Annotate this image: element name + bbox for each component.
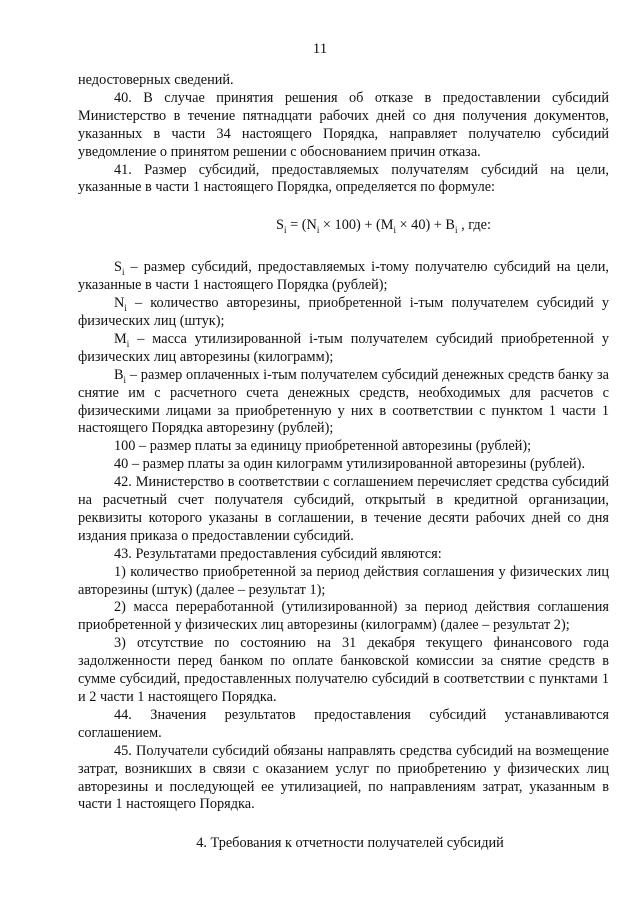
page-number: 11	[312, 41, 328, 57]
paragraph-43-item-3: 3) отсутствие по состоянию на 31 декабря текущего финансового года задолженности перед банком по оплате банковской комиссии за снятие средств в сумме субсидий, предоставленных получателю субсидий в соответствии с пунктами 1 и 2 части 1 настоящего Порядка.	[78, 635, 609, 705]
formula-part-2: × 100) + (M	[319, 217, 394, 234]
symbol-sub: i	[121, 267, 125, 278]
definition-m-text: – масса утилизированной i-тым получателем субсидий приобретенной у физических лиц авторезины (килограмм);	[78, 330, 609, 365]
definition-b	[78, 367, 609, 439]
definition-n	[78, 295, 609, 331]
symbol-sub: i	[126, 338, 130, 349]
definition-s-text: – размер субсидий, предоставляемых i-тому получателю субсидий на цели, указанные в части 1 настоящего Порядка (рублей);	[78, 259, 609, 294]
definition-b-text: – размер оплаченных i-тым получателем субсидий денежных средств банку за снятие им с расчетного счета денежных средств, необходимых для расчетов с физическими лицами за приобретенную у них в соответствии с пунктом 1 части 1 настоящего Порядка авторезину (рублей);	[78, 366, 609, 437]
definition-100: 100 – размер платы за единицу приобретенной авторезины (рублей);	[114, 438, 532, 455]
definition-40: 40 – размер платы за один килограмм утилизированной авторезины (рублей).	[114, 456, 586, 473]
paragraph-43: 43. Результатами предоставления субсидий являются:	[114, 545, 442, 562]
definition-m	[78, 331, 609, 367]
symbol-b: B	[114, 366, 124, 383]
document-body	[78, 72, 609, 814]
symbol-sub: i	[123, 374, 127, 385]
definition-n-text: – количество авторезины, приобретенной i-тым получателем субсидий у физических лиц (штук);	[78, 295, 609, 329]
symbol-m: M	[114, 330, 127, 347]
formula-sub: i	[393, 225, 396, 236]
paragraph-43-item-1: 1) количество приобретенной за период действия соглашения у физических лиц авторезины (штук) (далее – результат 1);	[78, 563, 609, 598]
symbol-sub: i	[124, 302, 127, 313]
formula-sub: i	[454, 225, 458, 236]
paragraph-continuation: недостоверных сведений.	[78, 72, 234, 88]
paragraph-44: 44. Значения результатов предоставления субсидий устанавливаются соглашением.	[78, 706, 609, 741]
formula-s: S	[276, 217, 284, 234]
section-heading: 4. Требования к отчетности получателей субсидий	[196, 835, 504, 851]
paragraph-40: 40. В случае принятия решения об отказе в предоставлении субсидий Министерство в течение пятнадцати рабочих дней со дня получения документов, указанных в части 34 настоящего Порядка, направляет получателю субсидий уведомление о принятом решении с обоснованием причин отказа.	[78, 89, 609, 160]
paragraph-42: 42. Министерство в соответствии с соглашением перечисляет средства субсидий на расчетный счет получателя субсидий, открытый в кредитной организации, реквизиты которого указаны в соглашении, в течение десяти рабочих дней со дня издания приказа о предоставлении субсидий.	[78, 474, 609, 544]
formula-sub: i	[316, 225, 320, 236]
definition-s	[78, 259, 609, 295]
subsidy-formula	[78, 217, 609, 235]
formula-sub: i	[283, 225, 287, 236]
paragraph-45: 45. Получатели субсидий обязаны направлять средства субсидий на возмещение затрат, возникших в связи с оказанием услуг по приобретению у физических лиц авторезины и последующей ее утилизацией, по направлениям затрат, указанным в части 1 настоящего Порядка.	[78, 742, 609, 813]
formula-part-1: = (N	[286, 217, 317, 234]
symbol-s: S	[114, 259, 122, 276]
paragraph-41: 41. Размер субсидий, предоставляемых получателям субсидий на цели, указанные в части 1 настоящего Порядка, определяется по формуле:	[78, 161, 609, 196]
formula-part-3: × 40) + B	[395, 217, 455, 234]
symbol-n: N	[114, 295, 125, 312]
paragraph-43-item-2: 2) масса переработанной (утилизированной) за период действия соглашения приобретенной у физических лиц авторезины (килограмм) (далее – результат 2);	[78, 599, 609, 634]
formula-tail: , где:	[457, 217, 491, 234]
